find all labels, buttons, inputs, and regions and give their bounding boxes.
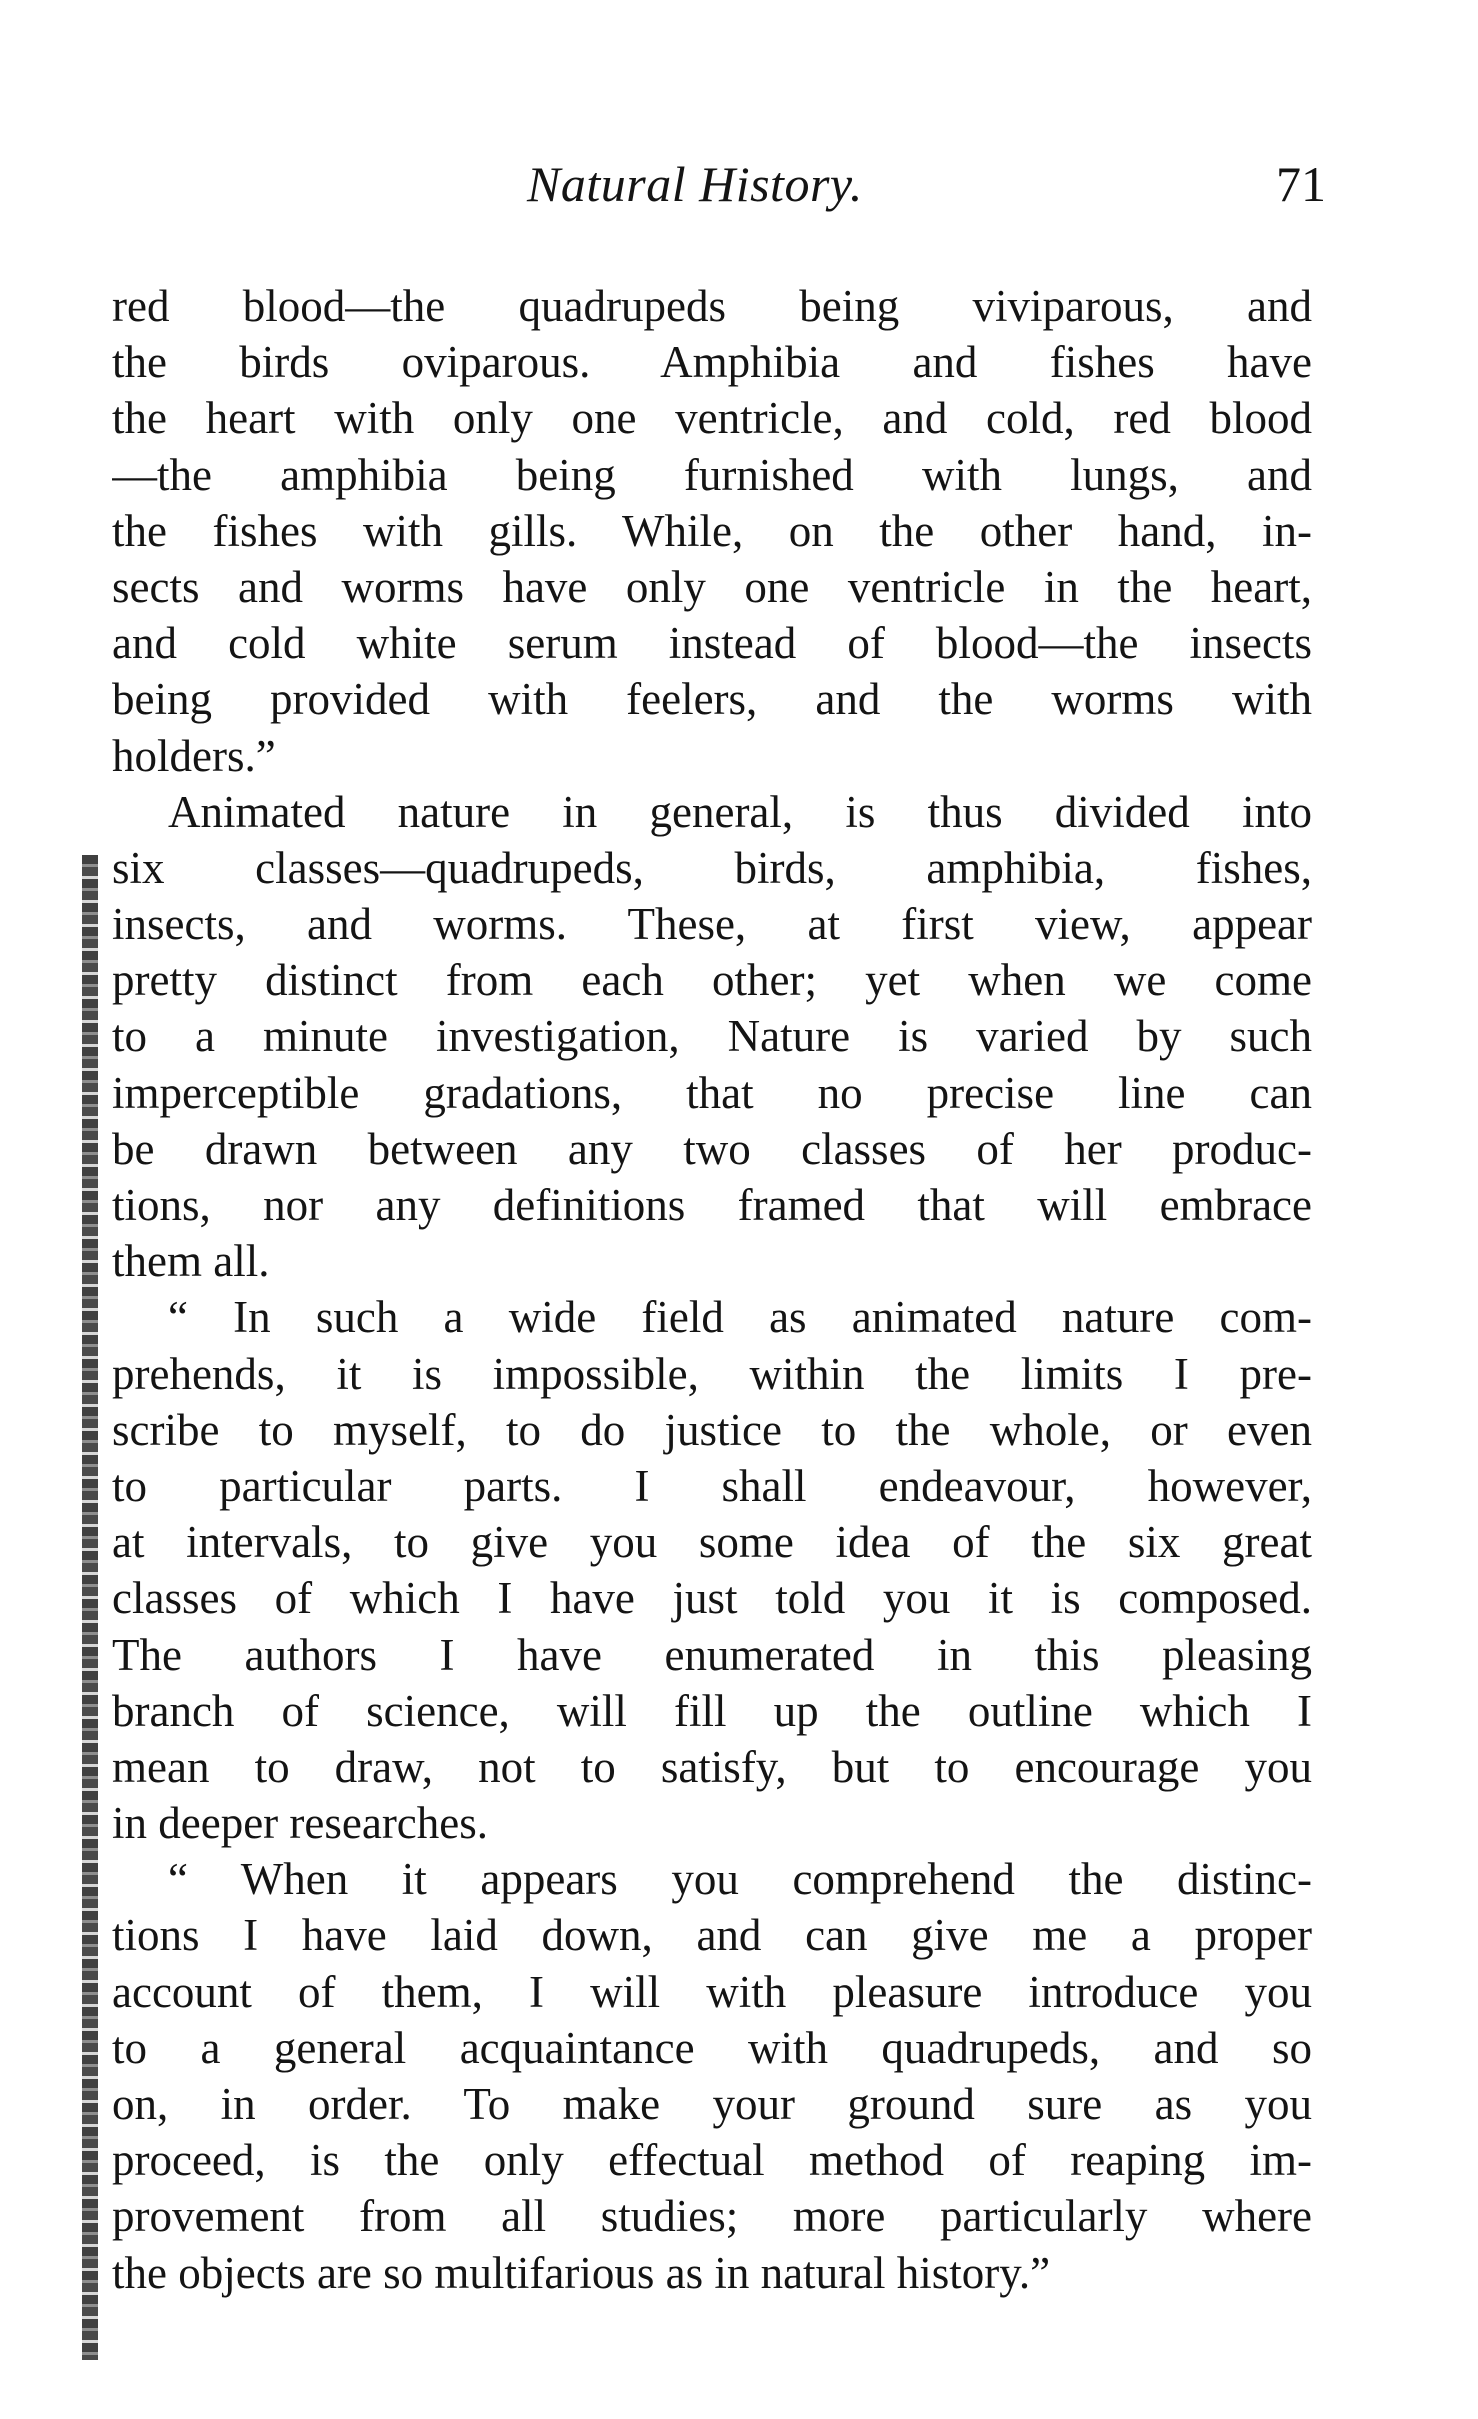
text-line: to a minute investigation, Nature is varied by such xyxy=(112,1011,1312,1062)
text-line: and cold white serum instead of blood—the insects xyxy=(112,618,1312,669)
text-line: being provided with feelers, and the worms with xyxy=(112,674,1312,725)
paragraph-start-line: “ When it appears you comprehend the distinc- xyxy=(168,1854,1312,1905)
text-line: classes of which I have just told you it is composed. xyxy=(112,1573,1312,1624)
text-line: red blood—the quadrupeds being viviparous, and xyxy=(112,281,1312,331)
text-line: on, in order. To make your ground sure as you xyxy=(112,2079,1312,2129)
text-line: sects and worms have only one ventricle in the heart, xyxy=(112,561,1312,612)
page-number: 71 xyxy=(1276,156,1326,212)
text-line: prehends, it is impossible, within the limits I pre- xyxy=(112,1348,1312,1399)
text-line: tions, nor any definitions framed that will embrace xyxy=(112,1180,1312,1230)
text-line: the fishes with gills. While, on the other hand, in- xyxy=(112,505,1312,556)
text-line: scribe to myself, to do justice to the whole, or even xyxy=(112,1404,1312,1455)
text-line: The authors I have enumerated in this pleasing xyxy=(112,1629,1312,1680)
binding-shadow xyxy=(82,855,98,2360)
text-line: to a general acquaintance with quadrupeds, and so xyxy=(112,2022,1312,2073)
text-line: six classes—quadrupeds, birds, amphibia, fishes, xyxy=(112,842,1312,893)
text-line: tions I have laid down, and can give me a proper xyxy=(112,1910,1312,1961)
text-line: the objects are so multifarious as in natural history.” xyxy=(112,2247,1051,2298)
text-line: at intervals, to give you some idea of the six great xyxy=(112,1517,1312,1568)
text-line: the heart with only one ventricle, and cold, red blood xyxy=(112,393,1312,444)
text-line: to particular parts. I shall endeavour, however, xyxy=(112,1460,1312,1511)
text-line: mean to draw, not to satisfy, but to encourage you xyxy=(112,1741,1312,1792)
paragraph-start-line: Animated nature in general, is thus divided into xyxy=(168,786,1312,837)
text-line: them all. xyxy=(112,1236,270,1287)
body-text xyxy=(112,278,1312,2301)
text-line: the birds oviparous. Amphibia and fishes have xyxy=(112,337,1312,388)
text-line: insects, and worms. These, at first view, appear xyxy=(112,899,1312,950)
text-line: account of them, I will with pleasure introduce you xyxy=(112,1966,1312,2017)
text-line: be drawn between any two classes of her produc- xyxy=(112,1123,1312,1174)
text-line: branch of science, will fill up the outline which I xyxy=(112,1685,1312,1736)
text-line: provement from all studies; more particularly where xyxy=(112,2191,1312,2242)
running-head xyxy=(112,155,1326,225)
paragraph-start-line: “ In such a wide field as animated nature com- xyxy=(168,1292,1312,1343)
text-line: holders.” xyxy=(112,730,276,781)
text-line: —the amphibia being furnished with lungs, and xyxy=(112,449,1312,500)
text-line: pretty distinct from each other; yet when we come xyxy=(112,955,1312,1006)
text-line: imperceptible gradations, that no precise line can xyxy=(112,1067,1312,1118)
running-title: Natural History. xyxy=(527,156,863,212)
text-line: proceed, is the only effectual method of reaping im- xyxy=(112,2135,1312,2186)
text-line: in deeper researches. xyxy=(112,1798,489,1849)
